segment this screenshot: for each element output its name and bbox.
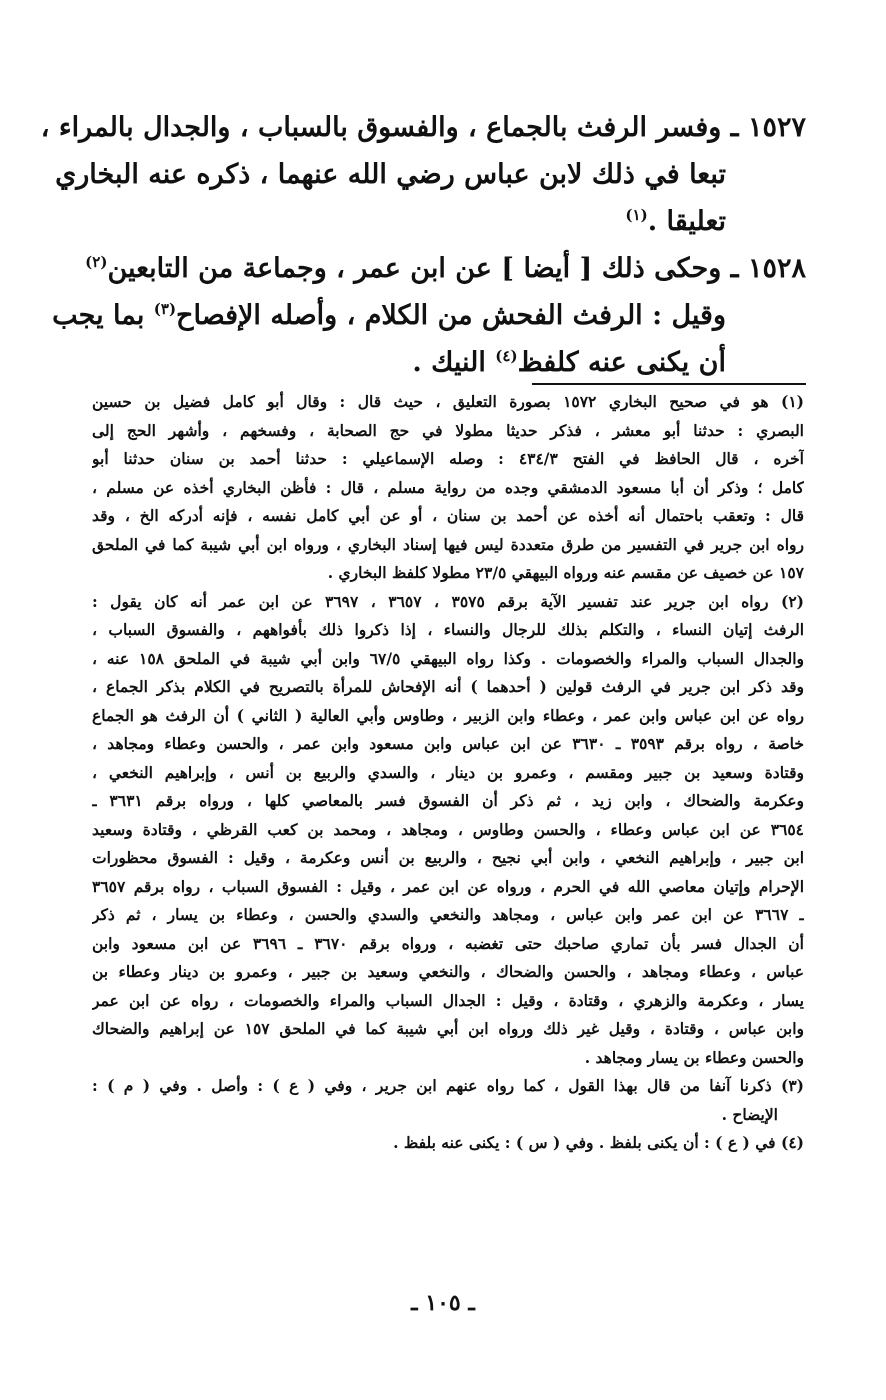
footnote-ref: (٤)	[495, 347, 518, 365]
footnote-line: (١) هو في صحيح البخاري ١٥٧٢ بصورة التعليق ، حيث قال : وقال أبو كامل فضيل بن حسين	[92, 392, 804, 411]
footnote-1	[92, 388, 804, 588]
footnote-line: عباس ، وعطاء ومجاهد ، والحسن والضحاك ، والنخعي وسعيد بن جبير ، وعمرو بن دينار وعطاء بن	[92, 962, 804, 981]
entry-line-text: أن يكنى عنه كلفظ	[517, 347, 726, 378]
footnote-line: وعكرمة والضحاك ، وابن زيد ، ثم ذكر أن الفسوق فسر بالمعاصي كلها ، ورواه برقم ٣٦٣١ ـ	[92, 791, 804, 810]
footnote-line: (٤) في ( ع ) : أن يكنى بلفظ . وفي ( س ) : يكنى عنه بلفظ .	[393, 1133, 804, 1152]
footnote-line: (٢) رواه ابن جرير عند تفسير الآية برقم ٣٥٧٥ ، ٣٦٥٧ ، ٣٦٩٧ عن ابن عمر أنه كان يقول :	[92, 591, 804, 611]
footnote-line: أن الجدال فسر بأن تماري صاحبك حتى تغضبه ، ورواه برقم ٣٦٧٠ ـ ٣٦٩٦ عن ابن مسعود وابن	[92, 933, 804, 953]
footnote-line: البصري : حدثنا أبو معشر ، فذكر حديثا مطولا في حج الصحابة ، وفسخهم ، وأشهر الحج إلى	[92, 420, 804, 440]
footnote-line: ١٥٧ عن خصيف عن مقسم عنه ورواه البيهقي ٢٣/٥ مطولا كلفظ البخاري .	[327, 563, 804, 582]
footnote-4	[92, 1129, 804, 1158]
footnote-line: ابن جبير ، وإبراهيم النخعي ، وابن أبي نجيح ، والربيع بن أنس وعكرمة ، وقيل : الفسوق محظورات	[92, 848, 804, 867]
entry-line	[66, 339, 806, 386]
footnote-line: الرفث إتيان النساء ، والتكلم بذلك للرجال والنساء ، إذا ذكروا ذلك بأفواههم ، والفسوق السباب ،	[92, 620, 804, 639]
footnotes	[92, 388, 804, 1158]
entry-line: ١٥٢٧ ـ وفسر الرفث بالجماع ، والفسوق بالسباب ، والجدال بالمراء ،	[40, 112, 806, 143]
footnote-line: خاصة ، رواه برقم ٣٥٩٣ ـ ٣٦٣٠ عن ابن عباس وابن مسعود وابن عمر ، والحسن وعطاء ومجاهد ،	[92, 734, 804, 753]
main-text	[40, 104, 806, 386]
footnote-line: الإيضاح .	[721, 1104, 778, 1124]
footnote-line: ـ ٣٦٦٧ عن ابن عمر وابن عباس ، ومجاهد والنخعي والسدي والحسن ، وعطاء بن يسار ، ثم ذكر	[92, 905, 804, 924]
footnote-line: قال : وتعقب باحتمال أنه أخذه عن أحمد بن سنان ، أو عن أبي كامل نفسه ، فإنه أدركه الخ ، وقد	[92, 506, 804, 525]
footnote-2	[92, 588, 804, 1073]
entry-line-text: ١٥٢٨ ـ وحكى ذلك [ أيضا ] عن ابن عمر ، وجماعة من التابعين	[107, 253, 806, 284]
entry-1527	[40, 104, 806, 245]
page-number: ـ ١٠٥ ـ	[411, 1290, 475, 1316]
footnote-line: آخره ، قال الحافظ في الفتح ٤٣٤/٣ : وصله الإسماعيلي : حدثنا أحمد بن سنان حدثنا أبو	[92, 449, 804, 468]
footnote-line: وقد ذكر ابن جرير في الرفث قولين ( أحدهما ) أنه الإفحاش للمرأة بالتصريح في الكلام بذكر الجماع ،	[92, 677, 804, 696]
entry-1528	[52, 245, 806, 386]
footnote-line: (٣) ذكرنا آنفا من قال بهذا القول ، كما رواه عنهم ابن جرير ، وفي ( ع ) : وأصل . وفي ( م ) :	[92, 1076, 804, 1095]
footnote-line: وقتادة وسعيد بن جبير ومقسم ، وعمرو بن دينار ، والسدي والربيع بن أنس ، وإبراهيم النخعي ،	[92, 762, 804, 782]
entry-line: تبعا في ذلك لابن عباس رضي الله عنهما ، ذكره عنه البخاري	[55, 159, 726, 190]
footnote-line: رواه عن ابن عباس وابن عمر ، وعطاء وابن الزبير ، وطاوس وأبي العالية ( الثاني ) أن الرفث هو الجماع	[92, 705, 804, 725]
footnote-line: الإحرام وإتيان معاصي الله في الحرم ، ورواه عن ابن عمر ، وقيل : الفسوق السباب ، رواه برقم ٣٦٥٧	[92, 876, 804, 896]
footnote-ref: (١)	[625, 206, 648, 224]
footnote-line: والجدال السباب والمراء والخصومات . وكذا رواه البيهقي ٦٧/٥ وابن أبي شيبة في الملحق ١٥٨ عنه ،	[92, 648, 804, 668]
entry-line-text: النيك .	[412, 347, 486, 378]
entry-line	[52, 292, 806, 339]
entry-line-text: تعليقا .	[647, 206, 726, 237]
footnote-line: يسار ، وعكرمة والزهري ، وقتادة ، وقيل : الجدال السباب والمراء والخصومات ، رواه عن ابن عمر	[92, 990, 804, 1010]
footnote-ref: (٢)	[85, 253, 108, 271]
footnote-separator	[532, 383, 806, 385]
entry-line-text: بما يجب	[52, 300, 145, 331]
footnote-line: رواه ابن جرير في التفسير من طرق متعددة ليس فيها إسناد البخاري ، ورواه ابن أبي شيبة كما في الملحق	[92, 534, 804, 554]
footnote-line: كامل ؛ وذكر أن أبا مسعود الدمشقي وجده من رواية مسلم ، قال : فأظن البخاري أخذه عن مسلم ،	[92, 477, 804, 497]
footnote-line: والحسن وعطاء بن يسار ومجاهد .	[584, 1047, 804, 1067]
footnote-ref: (٣)	[153, 300, 177, 318]
entry-line	[66, 198, 806, 245]
entry-line-text: وقيل : الرفث الفحش من الكلام ، وأصله الإفصاح	[176, 300, 726, 331]
entry-line	[66, 245, 806, 292]
footnote-line: وابن عباس ، وقتادة ، وقيل غير ذلك ورواه ابن أبي شيبة كما في الملحق ١٥٧ عن إبراهيم والضحاك	[92, 1019, 804, 1038]
footnote-3	[92, 1072, 804, 1129]
footnote-line: ٣٦٥٤ عن ابن عباس وعطاء ، والحسن وطاوس ، ومجاهد ، ومحمد بن كعب القرظي ، وقتادة وسعيد	[92, 819, 804, 839]
